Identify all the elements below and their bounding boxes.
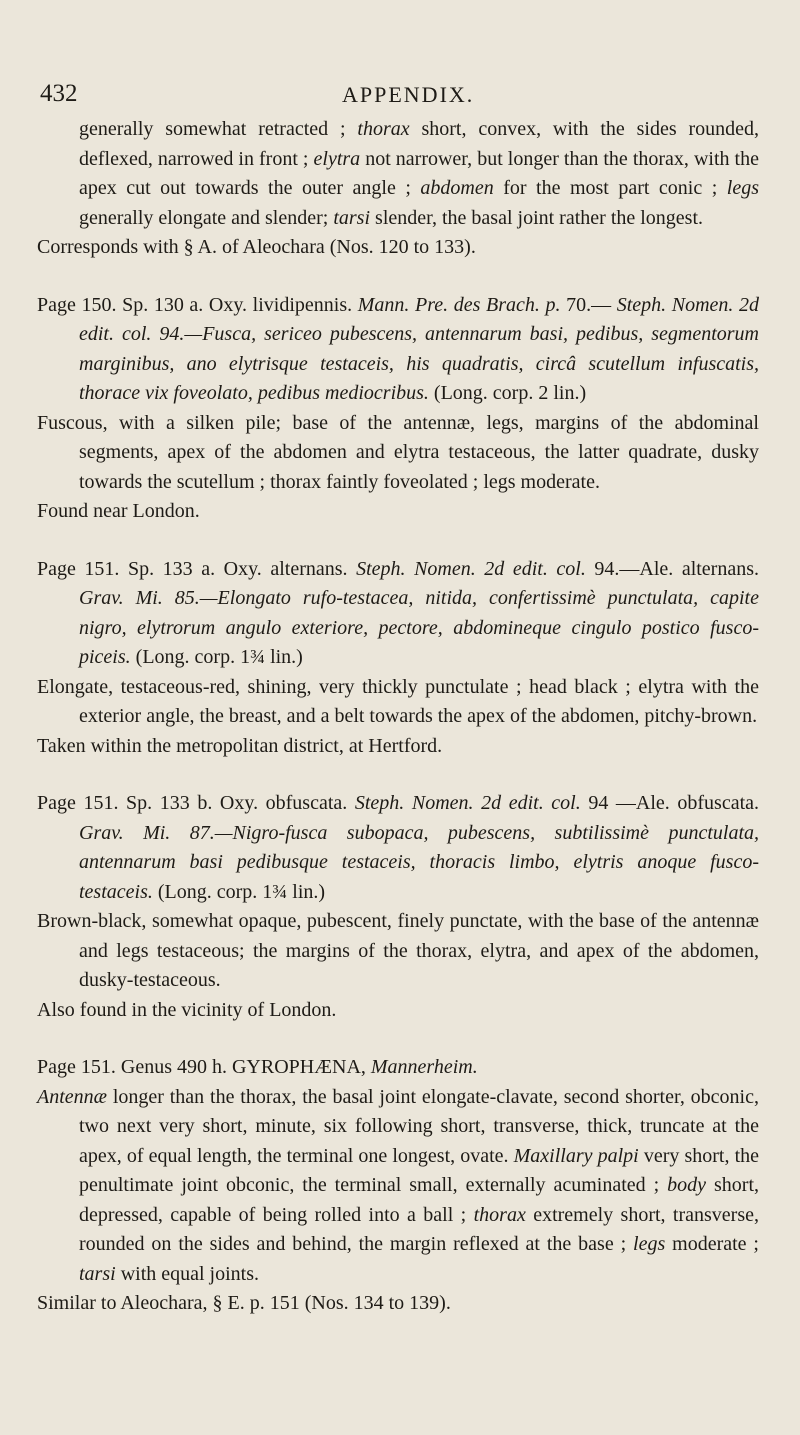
latin-diagnosis: Grav. Mi. 85.—Elongato rufo-testacea, nitida, confertissimè punctulata, capite nigro, elytrorum angulo exteriore, pectore, abdomineque cingulo postico fusco-piceis. <box>79 587 759 668</box>
intro-text: slender, the basal joint rather the longest. <box>370 206 704 229</box>
genus-description <box>37 1083 759 1290</box>
intro-text: short, convex, with the sides rounded, deflexed, narrowed in front ; <box>79 118 760 170</box>
species-locality: Taken within the metropolitan district, at Hertford. <box>37 734 443 757</box>
species-locality: Also found in the vicinity of London. <box>37 998 337 1021</box>
term-abdomen: abdomen <box>420 177 494 199</box>
intro-text: for the most part conic ; <box>493 177 727 199</box>
similar-line: Similar to Aleochara, § E. p. 151 (Nos. 134 to 139). <box>37 1292 451 1314</box>
running-head <box>40 80 760 110</box>
authority: Mann. Pre. des Brach. p. <box>357 293 561 316</box>
term-maxillary-palpi: Maxillary palpi <box>513 1144 639 1167</box>
species-description: Brown-black, somewhat opaque, pubescent, finely punctate, with the base of the antennæ and legs testaceous; the margins of the thorax, elytra, and apex of the abdomen, dusky-testaceous. <box>37 910 759 991</box>
species-entry <box>37 555 759 762</box>
term-elytra: elytra <box>313 147 361 170</box>
size-note: (Long. corp. 2 lin.) <box>433 382 587 404</box>
species-description: Elongate, testaceous-red, shining, very thickly punctulate ; head black ; elytra with the exterior angle, the breast, and a belt towards the apex of the abdomen, pitchy-brown. <box>37 675 759 727</box>
species-description: Fuscous, with a silken pile; base of the antennæ, legs, margins of the abdominal segments, apex of the abdomen and elytra testaceous, the latter quadrate, dusky towards the scutellum ; thorax faintly foveolated ; legs moderate. <box>37 411 759 493</box>
intro-text: not narrower, but longer than the thorax, with the apex cut out towards the outer angle ; <box>79 147 759 199</box>
species-ref: Page 150. Sp. 130 a. Oxy. lividipennis. <box>37 293 353 316</box>
term-body: body <box>667 1174 707 1196</box>
genus-authority: Mannerheim. <box>370 1056 478 1078</box>
size-note: (Long. corp. 1¾ lin.) <box>135 646 303 668</box>
latin-diagnosis: Grav. Mi. 87.—Nigro-fusca subopaca, pubescens, subtilissimè punctulata, antennarum basi pedibusque testaceis, thoracis limbo, elytris anoque fusco-testaceis. <box>79 821 759 903</box>
species-entry <box>37 291 759 527</box>
species-entry <box>37 789 759 1025</box>
species-heading <box>37 555 759 673</box>
authority-tail: 94.—Ale. alternans. <box>594 557 760 580</box>
species-heading <box>37 291 759 409</box>
genus-text: very short, the penultimate joint obconic, the terminal small, externally acuminated ; <box>79 1144 760 1196</box>
intro-paragraph <box>37 115 759 233</box>
genus-text: extremely short, transverse, rounded on the sides and behind, the margin reflexed at the base ; <box>79 1203 759 1255</box>
species-heading <box>37 789 759 907</box>
species-ref: Page 151. Sp. 133 b. Oxy. obfuscata. <box>37 792 348 814</box>
authority-tail: 70.— <box>566 293 612 316</box>
authority-tail: 94 —Ale. obfuscata. <box>588 792 760 814</box>
latin-diagnosis: Steph. Nomen. 2d edit. col. 94.—Fusca, sericeo pubescens, antennarum basi, pedibus, segmentorum marginibus, ano elytrisque testaceis, his quadratis, circâ scutellum infuscatis, thorace vix foveolato, pedibus mediocribus. <box>79 293 760 404</box>
genus-text: moderate ; <box>665 1233 759 1255</box>
body-text <box>37 115 759 1319</box>
intro-text: generally elongate and slender; <box>79 206 334 229</box>
running-title: APPENDIX. <box>342 82 475 107</box>
intro-text: generally somewhat retracted ; <box>79 118 358 140</box>
term-tarsi: tarsi <box>79 1262 116 1285</box>
authority: Steph. Nomen. 2d edit. col. <box>356 557 586 580</box>
genus-ref: Page 151. Genus 490 h. GYROPHÆNA, <box>37 1056 366 1078</box>
genus-entry <box>37 1053 759 1319</box>
species-ref: Page 151. Sp. 133 a. Oxy. alternans. <box>37 557 348 580</box>
size-note: (Long. corp. 1¾ lin.) <box>157 880 326 903</box>
term-legs: legs <box>726 177 759 199</box>
species-locality: Found near London. <box>37 500 200 522</box>
term-legs: legs <box>633 1233 666 1255</box>
corresponds-line: Corresponds with § A. of Aleochara (Nos. 120 to 133). <box>37 236 476 258</box>
genus-heading <box>37 1053 759 1083</box>
genus-text: with equal joints. <box>115 1262 260 1285</box>
authority: Steph. Nomen. 2d edit. col. <box>354 792 581 814</box>
genus-text: short, depressed, capable of being rolled into a ball ; <box>79 1174 760 1226</box>
page-number: 432 <box>40 80 78 107</box>
term-antennae: Antennæ <box>37 1085 107 1108</box>
term-tarsi: tarsi <box>333 206 371 229</box>
term-thorax: thorax <box>473 1203 526 1226</box>
genus-text: longer than the thorax, the basal joint elongate-clavate, second shorter, obconic, two next very short, minute, six following short, transverse, thick, truncate at the apex, of equal length, the terminal one longest, ovate. <box>79 1085 759 1167</box>
term-thorax: thorax <box>357 118 410 140</box>
